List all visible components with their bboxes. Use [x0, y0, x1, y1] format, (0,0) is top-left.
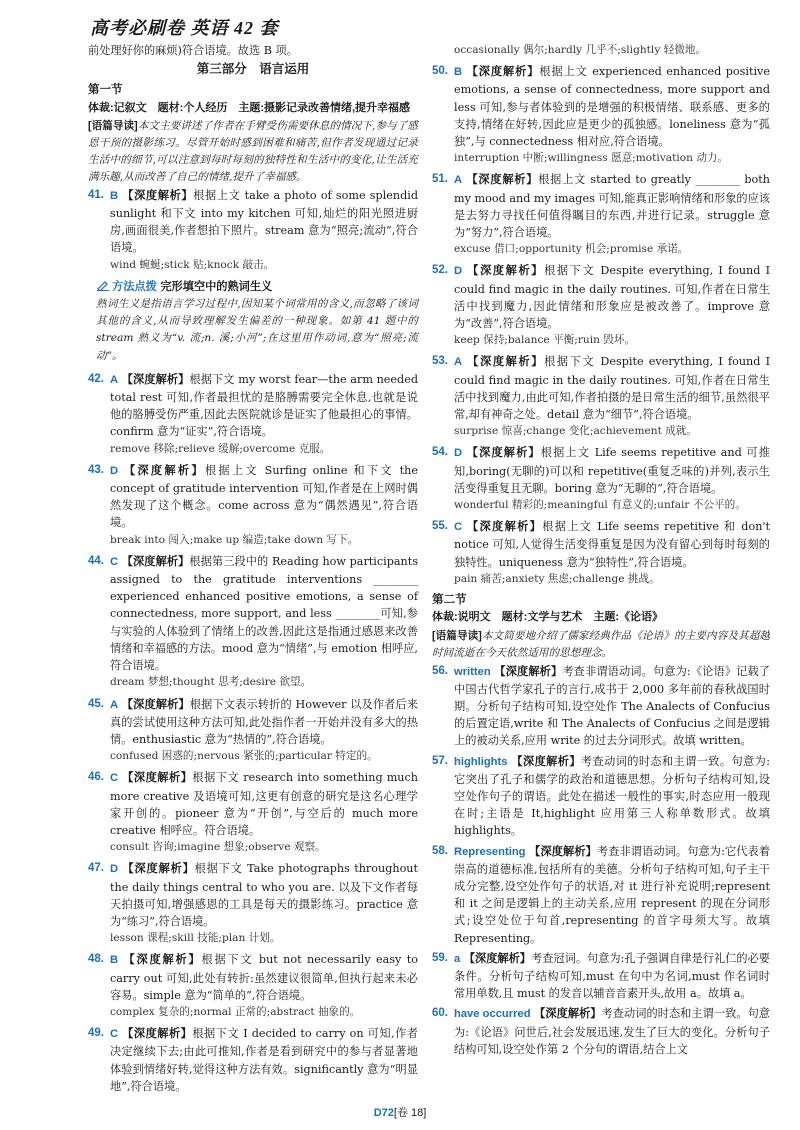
- analysis-text: 根据上文 experienced enhanced positive emotions, a sense of connectedness, more support and less 可知,参与者体验到的是增强的积极情绪、联系感、更多的支持,情绪在好转,因此应是更少的孤独感。loneliness 意为“孤独”,与 connectedness 相对应,符合语境。: [454, 65, 770, 149]
- item-number: 55.: [432, 520, 448, 533]
- option-glosses: consult 咨询;imagine 想象;observe 观察。: [110, 841, 326, 854]
- item-number: 53.: [432, 355, 448, 368]
- right-answer-list-2: [432, 663, 770, 1058]
- item-number: 45.: [88, 697, 104, 710]
- method-body: 熟词生义是指语言学习过程中,因知某个词常用的含义,而忽略了该词其他的含义,从而导致理解发生偏差的一种现象。如第 41 题中的 stream 熟义为“v. 流;n. 溪;小河”;在这里用作动词,意为“照亮;流动”。: [96, 298, 418, 362]
- item-number: 47.: [88, 862, 104, 875]
- analysis-text: 根据下文 my worst fear—the arm needed total rest 可知,作者最担忧的是胳膊需要完全休息,也就是说他的胳膊受伤严重,因此去医院就诊是证实了他最担心的事情。confirm 意为“证实”,符合语境。: [110, 372, 418, 439]
- continued-options: occasionally 偶尔;hardly 几乎不;slightly 轻微地。: [454, 44, 707, 56]
- option-glosses: interruption 中断;willingness 愿意;motivation 动力。: [454, 152, 729, 165]
- analysis-tag: 【深度解析】: [466, 447, 541, 460]
- analysis-tag: 【深度解析】: [122, 772, 193, 785]
- item-answer: A: [110, 373, 119, 386]
- subsection-title: 第一节: [88, 84, 123, 97]
- option-glosses: dream 梦想;thought 思考;desire 欲望。: [110, 676, 312, 689]
- item-answer: D: [110, 464, 119, 477]
- guide-text-2: 本文简要地介绍了儒家经典作品《论语》的主要内容及其超越时间流逝在今天依然适用的思想理念。: [432, 629, 770, 659]
- option-glosses: surprise 惊喜;change 变化;achievement 成就。: [454, 425, 697, 438]
- option-glosses: excuse 借口;opportunity 机会;promise 承诺。: [454, 243, 689, 256]
- item-answer: a: [454, 952, 461, 965]
- analysis-tag: 【深度解析】: [511, 755, 581, 768]
- answer-item: [432, 63, 770, 150]
- analysis-tag: 【深度解析】: [122, 189, 194, 202]
- answer-item: [88, 371, 418, 441]
- item-answer: C: [110, 772, 119, 785]
- analysis-tag: 【深度解析】: [529, 845, 597, 858]
- analysis-text: 根据下文 Take photographs throughout the daily things central to who you are. 以及下文作者每天拍摄可知,增强感恩的工具是每天的摄影练习。practice 意为“练习”,符合语境。: [110, 862, 419, 928]
- analysis-tag: 【深度解析】: [467, 265, 545, 278]
- right-answer-list: [432, 63, 770, 588]
- guide-tag-2: [语篇导读]: [432, 629, 482, 642]
- analysis-text: 考查动词的时态和主谓一致。句意为:它突出了孔子和儒学的政治和道德思想。分析句子结构可知,设空处作句子的谓语。此处在描述一般性的事实,时态应用一般现在时;主语是 It,highlight 应用第三人称单数形式。故填 highlights。: [454, 754, 770, 838]
- item-number: 59.: [432, 951, 448, 964]
- analysis-text: 根据上文 Life seems repetitive 和 don't notice 可知,人觉得生活变得重复是因为没有留心到每时每刻的独特性。uniqueness 意为“独特性”,符合语境。: [454, 520, 770, 569]
- analysis-tag: 【深度解析】: [466, 174, 539, 187]
- analysis-text: 根据下文表示转折的 However 以及作者后来真的尝试使用这种方法可知,此处指作者一开始并没有多大的热情。enthusiastic 意为“热情的”,符合语境。: [110, 697, 418, 746]
- lead-line: 前处理好你的麻烦)符合语境。故选 B 项。: [88, 44, 298, 57]
- analysis-tag: 【深度解析】: [123, 954, 202, 967]
- guide-text: 本文主要讲述了作者在手臂受伤需要休息的情况下,参与了感恩干预的摄影练习。尽管开始时感到困难和痛苦,但作者发现通过记录生活中的细节,可以注意到每时每刻的独特性和生活中的变化,让生活充满乐趣,从而改善了自己的情绪,提升了幸福感。: [88, 119, 418, 183]
- analysis-text: 根据上文 take a photo of some splendid sunlight 和下文 into my kitchen 可知,灿烂的阳光照进厨房,画面很美,作者想拍下照片。stream 意为“照亮;流动”,符合语境。: [110, 188, 418, 255]
- analysis-tag: 【深度解析】: [121, 555, 190, 568]
- item-number: 57.: [432, 754, 448, 767]
- answer-item: [432, 518, 770, 571]
- item-answer: written: [454, 665, 491, 678]
- page-header-title: 高考必刷卷 英语 42 套: [90, 18, 279, 38]
- right-column: [432, 42, 770, 1061]
- item-answer: D: [454, 265, 463, 278]
- item-answer: C: [110, 1028, 119, 1041]
- analysis-text: 根据下文 research into something much more creative 及语境可知,这更有创意的研究是这名心理学家开创的。pioneer 意为“开创”,与空后的 much more creative 相呼应。符合语境。: [110, 771, 418, 837]
- answer-item: [88, 1025, 418, 1095]
- analysis-tag: 【深度解析】: [121, 373, 190, 386]
- item-number: 58.: [432, 844, 448, 857]
- answer-item: [432, 663, 770, 750]
- item-number: 60.: [432, 1007, 448, 1020]
- option-glosses: complex 复杂的;normal 正常的;abstract 抽象的。: [110, 1005, 361, 1018]
- answer-item: [88, 769, 418, 839]
- method-tag: 方法点拨: [112, 280, 157, 293]
- method-tip-header: [96, 278, 418, 296]
- option-glosses: break into 闯入;make up 编造;take down 写下。: [110, 533, 359, 546]
- answer-item: [432, 843, 770, 947]
- analysis-text: 根据第三段中的 Reading how participants assigned to the gratitude interventions ________ experienced enhanced positive emotions, a sense of connectedness, more support, and less ________可知,参与实验的人体验到了情绪上的改善,因此这是指通过感恩来改善情绪和幸福感的方法。mood 意为“情绪”,与 emotion 相呼应,符合语境。: [110, 554, 418, 673]
- item-number: 43.: [88, 463, 104, 476]
- answer-item: [88, 951, 418, 1004]
- answer-item: [432, 353, 770, 423]
- item-answer: C: [454, 521, 463, 534]
- answer-item: [88, 553, 418, 674]
- answer-item: [88, 462, 418, 532]
- option-glosses: wonderful 精彩的;meaningful 有意义的;unfair 不公平的。: [454, 499, 746, 512]
- analysis-tag: 【深度解析】: [122, 863, 195, 876]
- subsection-title-2: 第二节: [432, 594, 467, 607]
- answer-item: [432, 1005, 770, 1058]
- analysis-tag: 【深度解析】: [123, 464, 205, 477]
- item-answer: A: [454, 356, 463, 369]
- analysis-text: 考查非谓语动词。句意为:它代表着崇高的道德标准,包括所有的美德。分析句子结构可知,句子主干成分完整,设空处作句子的状语,对 it 进行补充说明;represent 和 it 之间是逻辑上的主动关系,应用 represent 的现在分词形式;设空处位于句首,representing 的首字母须大写。故填 Representing。: [454, 844, 770, 945]
- item-answer: A: [454, 174, 463, 187]
- answer-item: [88, 860, 418, 930]
- item-number: 48.: [88, 953, 104, 966]
- analysis-tag: 【深度解析】: [467, 521, 543, 534]
- footer-page-number: D72: [373, 1107, 394, 1119]
- item-number: 41.: [88, 188, 104, 201]
- item-number: 42.: [88, 372, 104, 385]
- analysis-tag: 【深度解析】: [122, 1028, 193, 1041]
- analysis-text: 考查非谓语动词。句意为:《论语》记载了中国古代哲学家孔子的言行,成书于 2,000 多年前的春秋战国时期。分析句子结构可知,设空处作 The Analects of Confucius 的后置定语,write 和 The Analects of Confucius 之间是逻辑上的被动关系,应用 write 的过去分词形式。故填 written。: [454, 664, 770, 748]
- answer-item: [432, 171, 770, 241]
- analysis-text: 考查冠词。句意为:孔子强调自律是行礼仁的必要条件。分析句子结构可知,must 在句中为名词,must 作名词时常用单数,且 must 的发音以辅音音素开头,故用 a。故填 a。: [454, 951, 770, 1001]
- item-answer: B: [110, 954, 119, 967]
- item-answer: have occurred: [454, 1008, 531, 1021]
- item-number: 50.: [432, 65, 448, 78]
- analysis-text: 根据下文 Despite everything, I found I could find magic in the daily routines. 可知,作者在日常生活中找到魔力,由此可知,作者拍摄的是日常生活的细节,虽然很平常,却有神奇之处。detail 意为“细节”,符合语境。: [454, 355, 770, 422]
- option-glosses: remove 移除;relieve 缓解;overcome 克服。: [110, 442, 331, 455]
- item-number: 46.: [88, 771, 104, 784]
- item-answer: A: [110, 698, 119, 711]
- left-answer-list: [88, 187, 418, 1095]
- meta-line-2: 体裁:说明文 题材:文学与艺术 主题:《论语》: [432, 611, 663, 624]
- option-glosses: pain 痛苦;anxiety 焦虑;challenge 挑战。: [454, 572, 660, 585]
- item-answer: B: [454, 66, 463, 79]
- analysis-text: 根据上文 Life seems repetitive and 可推知,boring(无聊的)可以和 repetitive(重复乏味的)并列,表示生活变得重复且无聊。boring 意为“无聊的”,符合语境。: [454, 446, 770, 495]
- analysis-tag: 【深度解析】: [467, 356, 545, 369]
- analysis-text: 根据上文 started to greatly ________ both my mood and my images 可知,能真正影响情绪和形象的应该是去努力寻找任何值得瞩目的东西,并进行记录。struggle 意为“努力”,符合语境。: [454, 173, 770, 240]
- item-answer: highlights: [454, 755, 508, 768]
- item-answer: B: [110, 189, 119, 202]
- item-answer: C: [110, 555, 119, 568]
- analysis-tag: 【深度解析】: [121, 698, 190, 711]
- answer-item: [432, 444, 770, 497]
- footer-volume: [卷 18]: [393, 1107, 427, 1119]
- answer-item: [88, 696, 418, 749]
- left-column: [88, 42, 418, 1095]
- pen-icon: [96, 279, 110, 291]
- analysis-tag: 【深度解析】: [463, 952, 532, 965]
- item-number: 51.: [432, 173, 448, 186]
- analysis-tag: 【深度解析】: [466, 66, 540, 79]
- answer-item: [432, 950, 770, 1003]
- analysis-text: 考查动词的时态和主谓一致。句意为:《论语》问世后,社会发展迅速,发生了巨大的变化。分析句子结构可知,设空处作第 2 个分句的谓语,结合上文: [454, 1007, 770, 1056]
- option-glosses: wind 蜿蜒;stick 贴;knock 敲击。: [110, 258, 275, 271]
- answer-item: [88, 187, 418, 257]
- analysis-text: 根据上文 Surfing online 和下文 the concept of gratitude intervention 可知,作者是在上网时偶然发现了这个概念。come across 意为“偶然遇见”,符合语境。: [110, 463, 418, 530]
- item-number: 56.: [432, 664, 448, 677]
- analysis-text: 根据下文 but not necessarily easy to carry out 可知,此处有转折:虽然建议很简单,但执行起来未必容易。simple 意为“简单的”,符合语境。: [110, 953, 418, 1002]
- answer-item: [432, 262, 770, 332]
- method-title: 完形填空中的熟词生义: [160, 280, 273, 293]
- analysis-text: 根据下文 I decided to carry on 可知,作者决定继续下去;由此可推知,作者是看到研究中的参与者显著地体验到情绪好转,觉得这种方法有效。significantly 意为“明显地”,符合语境。: [110, 1027, 418, 1093]
- item-answer: D: [110, 863, 119, 876]
- item-number: 44.: [88, 554, 104, 567]
- analysis-tag: 【深度解析】: [534, 1008, 602, 1021]
- item-answer: D: [454, 447, 463, 460]
- item-number: 54.: [432, 446, 448, 459]
- analysis-tag: 【深度解析】: [494, 665, 563, 678]
- page-footer: [0, 1104, 800, 1120]
- item-number: 49.: [88, 1027, 104, 1040]
- guide-tag: [语篇导读]: [88, 119, 138, 132]
- option-glosses: confused 困惑的;nervous 紧张的;particular 特定的。: [110, 750, 378, 763]
- option-glosses: keep 保持;balance 平衡;ruin 毁坏。: [454, 334, 636, 347]
- section-title: 第三部分 语言运用: [196, 62, 310, 77]
- answer-item: [432, 753, 770, 840]
- method-tip: [88, 278, 418, 365]
- item-answer: Representing: [454, 845, 526, 858]
- analysis-text: 根据下文 Despite everything, I found I could find magic in the daily routines. 可知,作者在日常生活中找到魔力,因此情绪和形象应是被改善了。improve 意为“改善”,符合语境。: [454, 264, 770, 331]
- option-glosses: lesson 课程;skill 技能;plan 计划。: [110, 932, 281, 945]
- meta-line: 体裁:记叙文 题材:个人经历 主题:摄影记录改善情绪,提升幸福感: [88, 101, 411, 114]
- passage-guide-2: [432, 628, 770, 662]
- passage-guide: [88, 118, 418, 186]
- item-number: 52.: [432, 264, 448, 277]
